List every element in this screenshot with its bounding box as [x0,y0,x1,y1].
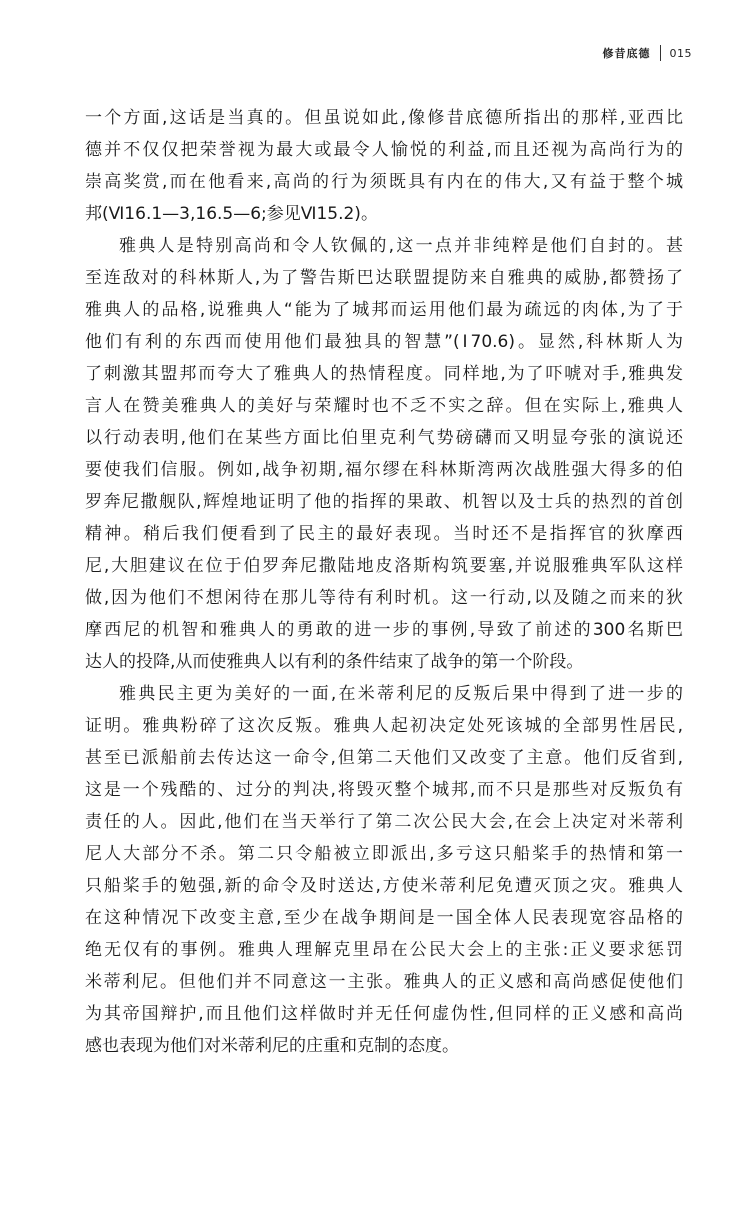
text-line: 精神。稍后我们便看到了民主的最好表现。当时还不是指挥官的狄摩西 [85,524,683,544]
text-line: 雅典人是特别高尚和令人钦佩的,这一点并非纯粹是他们自封的。甚 [119,236,683,256]
text-line: 为其帝国辩护,而且他们这样做时并无任何虚伪性,但同样的正义感和高尚 [85,1004,683,1024]
paragraph [85,230,683,678]
text-line: 了刺激其盟邦而夸大了雅典人的热情程度。同样地,为了吓唬对手,雅典发 [85,364,683,384]
paragraph [85,678,683,1062]
text-line: 只船桨手的勉强,新的命令及时送达,方使米蒂利尼免遭灭顶之灾。雅典人 [85,876,683,896]
text-line: 邦(Ⅵ16.1—3,16.5—6;参见Ⅵ15.2)。 [85,204,378,224]
text-line: 要使我们信服。例如,战争初期,福尔缪在科林斯湾两次战胜强大得多的伯 [85,460,683,480]
header-divider [660,45,661,61]
text-line: 绝无仅有的事例。雅典人理解克里昂在公民大会上的主张:正义要求惩罚 [85,940,683,960]
text-line: 他们有利的东西而使用他们最独具的智慧”(Ⅰ70.6)。显然,科林斯人为 [85,332,683,352]
text-line: 证明。雅典粉碎了这次反叛。雅典人起初决定处死该城的全部男性居民, [85,716,683,736]
text-line: 责任的人。因此,他们在当天举行了第二次公民大会,在会上决定对米蒂利 [85,812,683,832]
text-line: 这是一个残酷的、过分的判决,将毁灭整个城邦,而不只是那些对反叛负有 [85,780,683,800]
text-line: 摩西尼的机智和雅典人的勇敢的进一步的事例,导致了前述的300名斯巴 [85,620,683,640]
running-header [603,44,693,62]
text-line: 一个方面,这话是当真的。但虽说如此,像修昔底德所指出的那样,亚西比 [85,108,683,128]
text-line: 雅典人的品格,说雅典人“能为了城邦而运用他们最为疏远的肉体,为了于 [85,300,683,320]
page-number: 015 [669,46,692,60]
text-line: 在这种情况下改变主意,至少在战争期间是一国全体人民表现宽容品格的 [85,908,683,928]
text-line: 雅典民主更为美好的一面,在米蒂利尼的反叛后果中得到了进一步的 [119,684,683,704]
text-line: 罗奔尼撒舰队,辉煌地证明了他的指挥的果敢、机智以及士兵的热烈的首创 [85,492,683,512]
paragraph [85,102,683,230]
text-line: 以行动表明,他们在某些方面比伯里克利气势磅礴而又明显夸张的演说还 [85,428,683,448]
text-line: 米蒂利尼。但他们并不同意这一主张。雅典人的正义感和高尚感促使他们 [85,972,683,992]
text-line: 至连敌对的科林斯人,为了警告斯巴达联盟提防来自雅典的威胁,都赞扬了 [85,268,683,288]
body-text [85,102,683,1062]
text-line: 甚至已派船前去传达这一命令,但第二天他们又改变了主意。他们反省到, [85,748,683,768]
text-line: 尼人大部分不杀。第二只令船被立即派出,多亏这只船桨手的热情和第一 [85,844,683,864]
text-line: 做,因为他们不想闲待在那儿等待有利时机。这一行动,以及随之而来的狄 [85,588,683,608]
running-title: 修昔底德 [602,47,651,60]
text-line: 崇高奖赏,而在他看来,高尚的行为须既具有内在的伟大,又有益于整个城 [85,172,683,192]
text-line: 德并不仅仅把荣誉视为最大或最令人愉悦的利益,而且还视为高尚行为的 [85,140,683,160]
text-line: 感也表现为他们对米蒂利尼的庄重和克制的态度。 [85,1036,459,1056]
text-line: 尼,大胆建议在位于伯罗奔尼撒陆地皮洛斯构筑要塞,并说服雅典军队这样 [85,556,683,576]
text-line: 达人的投降,从而使雅典人以有利的条件结束了战争的第一个阶段。 [85,652,584,672]
text-line: 言人在赞美雅典人的美好与荣耀时也不乏不实之辞。但在实际上,雅典人 [85,396,683,416]
